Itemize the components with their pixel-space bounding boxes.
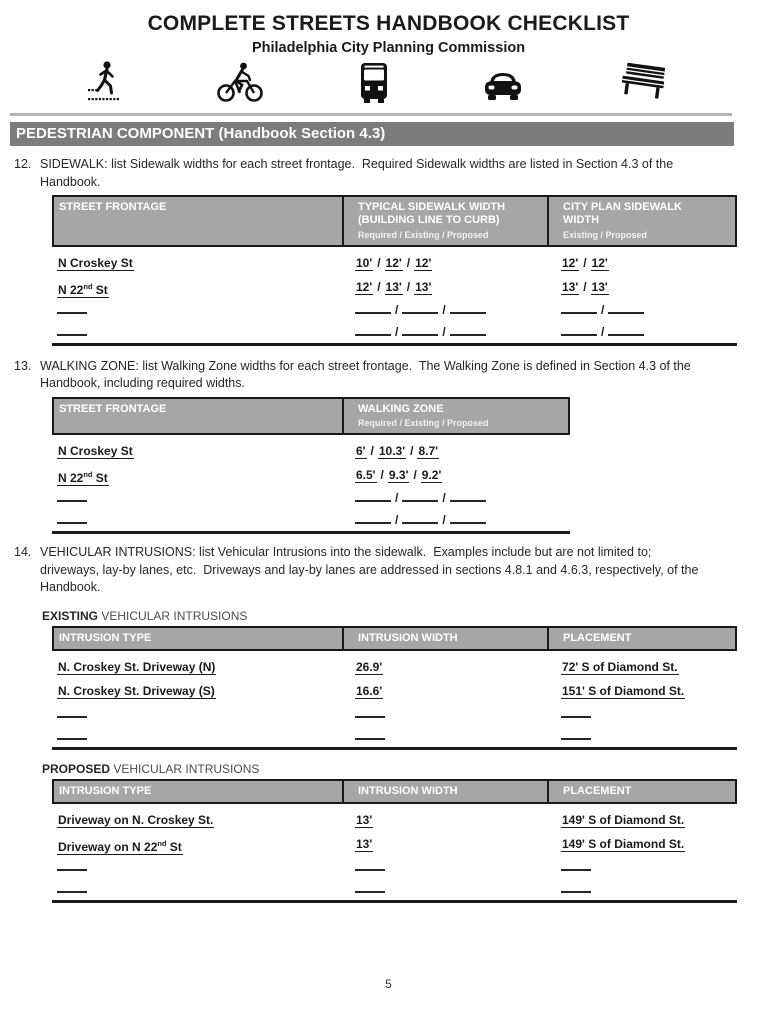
blank-field — [355, 878, 385, 893]
bus-icon — [359, 62, 389, 109]
existing-intrusions-label: EXISTING VEHICULAR INTRUSIONS — [42, 608, 248, 623]
item-13-number: 13. — [14, 358, 32, 373]
page-subtitle: Philadelphia City Planning Commission — [251, 40, 526, 56]
blank-field — [561, 725, 591, 740]
cityplan-existing: 12' — [562, 255, 579, 270]
header-divider — [10, 113, 732, 116]
placement-value: 149' S of Diamond St. — [562, 813, 685, 828]
blank-field — [561, 299, 597, 314]
blank-field — [608, 299, 644, 314]
blank-field — [450, 299, 486, 314]
cityplan-proposed: 12' — [591, 255, 608, 270]
proposed-width: 8.7' — [418, 444, 438, 459]
proposed-intrusions-label: PROPOSED VEHICULAR INTRUSIONS — [42, 762, 260, 777]
sidewalk-table — [52, 195, 737, 346]
header-typical-sidewalk-width: TYPICAL SIDEWALK WIDTH (BUILDING LINE TO CURB) Required / Existing / Proposed — [342, 197, 547, 245]
table-row — [52, 679, 737, 703]
item-13-text: WALKING ZONE: list Walking Zone widths for each street frontage. The Walking Zone is defined in Section 4.3 of the Handbook, including required widths. — [40, 358, 695, 391]
table-row: N Croskey St 10' / 12' / 12' 12' / 12' — [58, 255, 608, 270]
blank-field — [608, 321, 644, 336]
blank-field — [57, 321, 87, 336]
required-width: 6' — [356, 444, 366, 459]
blank-field — [450, 487, 486, 502]
blank-field — [561, 878, 591, 893]
bicycle-icon — [216, 60, 264, 109]
blank-field — [355, 509, 391, 524]
blank-field — [402, 299, 438, 314]
intrusion-width-value: 26.9' — [356, 660, 383, 675]
placement-value: 149' S of Diamond St. — [562, 837, 685, 852]
table-row-blank: / / / — [52, 321, 737, 343]
street-frontage-value: N Croskey St — [58, 255, 133, 270]
table-row-blank — [52, 856, 737, 878]
intrusion-type-value: Driveway on N 22nd St — [58, 839, 182, 855]
header-intrusion-type: INTRUSION TYPE — [54, 628, 342, 649]
blank-field — [57, 856, 87, 871]
header-intrusion-type: INTRUSION TYPE — [54, 781, 342, 802]
required-width: 12' — [356, 279, 373, 294]
blank-field — [561, 321, 597, 336]
blank-field — [450, 509, 486, 524]
blank-field — [450, 321, 486, 336]
section-banner: PEDESTRIAN COMPONENT (Handbook Section 4.3) — [10, 122, 734, 146]
table-row — [52, 832, 737, 856]
header-street-frontage: STREET FRONTAGE — [54, 197, 342, 245]
header-intrusion-width: INTRUSION WIDTH — [342, 781, 547, 802]
item-12-text: SIDEWALK: list Sidewalk widths for each street frontage. Required Sidewalk widths are listed in Section 4.3 of the Handbook. — [40, 157, 677, 189]
blank-field — [355, 321, 391, 336]
header-street-frontage: STREET FRONTAGE — [54, 399, 342, 433]
table-row-blank — [52, 725, 737, 747]
proposed-width: 12' — [415, 255, 432, 270]
table-row: N Croskey St 6' / 10.3' / 8.7' — [58, 444, 438, 459]
blank-field — [561, 703, 591, 718]
blank-field — [57, 878, 87, 893]
item-13 — [14, 358, 777, 393]
item-12 — [14, 156, 777, 191]
page-number: 5 — [385, 977, 392, 991]
table-row-blank — [52, 878, 737, 900]
pedestrian-icon — [88, 60, 122, 109]
table-row-blank: / / — [52, 487, 570, 509]
header-walking-zone: WALKING ZONE Required / Existing / Proposed — [342, 399, 568, 433]
page-title: COMPLETE STREETS HANDBOOK CHECKLIST — [147, 12, 630, 35]
table-row-blank — [52, 703, 737, 725]
placement-value: 72' S of Diamond St. — [562, 660, 678, 675]
header-placement: PLACEMENT — [547, 628, 735, 649]
header-city-plan-sidewalk-width: CITY PLAN SIDEWALK WIDTH Existing / Proposed — [547, 197, 735, 245]
intrusion-type-value: Driveway on N. Croskey St. — [58, 813, 214, 828]
item-14 — [14, 544, 777, 597]
table-row: N 22nd St 12' / 13' / 13' 13' / 13' — [58, 279, 608, 297]
proposed-width: 9.2' — [421, 468, 442, 483]
blank-field — [57, 703, 87, 718]
intrusion-width-value: 16.6' — [356, 684, 383, 699]
existing-width: 9.3' — [388, 468, 409, 483]
blank-field — [355, 725, 385, 740]
blank-field — [57, 725, 87, 740]
blank-field — [402, 487, 438, 502]
blank-field — [355, 299, 391, 314]
blank-field — [355, 856, 385, 871]
walking-zone-table-header — [52, 397, 570, 435]
item-12-number: 12. — [14, 157, 32, 171]
proposed-width: 13' — [415, 279, 432, 294]
cityplan-existing: 13' — [562, 279, 579, 294]
car-icon — [483, 68, 523, 109]
blank-field — [355, 703, 385, 718]
intrusion-width-value: 13' — [356, 813, 373, 828]
existing-width: 10.3' — [378, 444, 406, 459]
blank-field — [57, 299, 87, 314]
blank-field — [402, 509, 438, 524]
street-frontage-value: N Croskey St — [58, 444, 133, 459]
blank-field — [57, 487, 87, 502]
blank-field — [355, 487, 391, 502]
existing-width: 12' — [385, 255, 402, 270]
table-row — [52, 808, 737, 832]
blank-field — [57, 509, 87, 524]
street-frontage-value: N 22nd St — [58, 470, 108, 486]
required-width: 6.5' — [356, 468, 376, 483]
table-row-blank: / / — [52, 509, 570, 531]
blank-field — [561, 856, 591, 871]
intrusion-width-value: 13' — [356, 837, 373, 852]
header-intrusion-width: INTRUSION WIDTH — [342, 628, 547, 649]
bench-icon — [617, 62, 669, 109]
street-frontage-value: N 22nd St — [58, 281, 108, 297]
proposed-intrusions-table — [52, 779, 737, 903]
existing-width: 13' — [385, 279, 402, 294]
sidewalk-table-header — [52, 195, 737, 247]
cityplan-proposed: 13' — [591, 279, 608, 294]
existing-intrusions-table — [52, 626, 737, 750]
intrusion-type-value: N. Croskey St. Driveway (S) — [58, 684, 215, 699]
intrusion-type-value: N. Croskey St. Driveway (N) — [58, 660, 216, 675]
blank-field — [402, 321, 438, 336]
table-row: N 22nd St 6.5' / 9.3' / 9.2' — [58, 468, 442, 486]
proposed-intrusions-header — [52, 779, 737, 804]
table-row — [52, 655, 737, 679]
required-width: 10' — [356, 255, 373, 270]
existing-intrusions-header — [52, 626, 737, 651]
item-14-text: VEHICULAR INTRUSIONS: list Vehicular Intrusions into the sidewalk. Examples include but are not limited to; driveways, lay-by lanes, etc. Driveways and lay-by lanes are addressed in sections 4.8.1 and 4.6.3, respectively, of the Handbook. — [40, 545, 702, 595]
header-placement: PLACEMENT — [547, 781, 735, 802]
item-14-number: 14. — [14, 545, 32, 560]
mode-icons-row — [0, 63, 777, 109]
table-row-blank: / / / — [52, 299, 737, 321]
placement-value: 151' S of Diamond St. — [562, 684, 685, 699]
walking-zone-table — [52, 397, 570, 534]
